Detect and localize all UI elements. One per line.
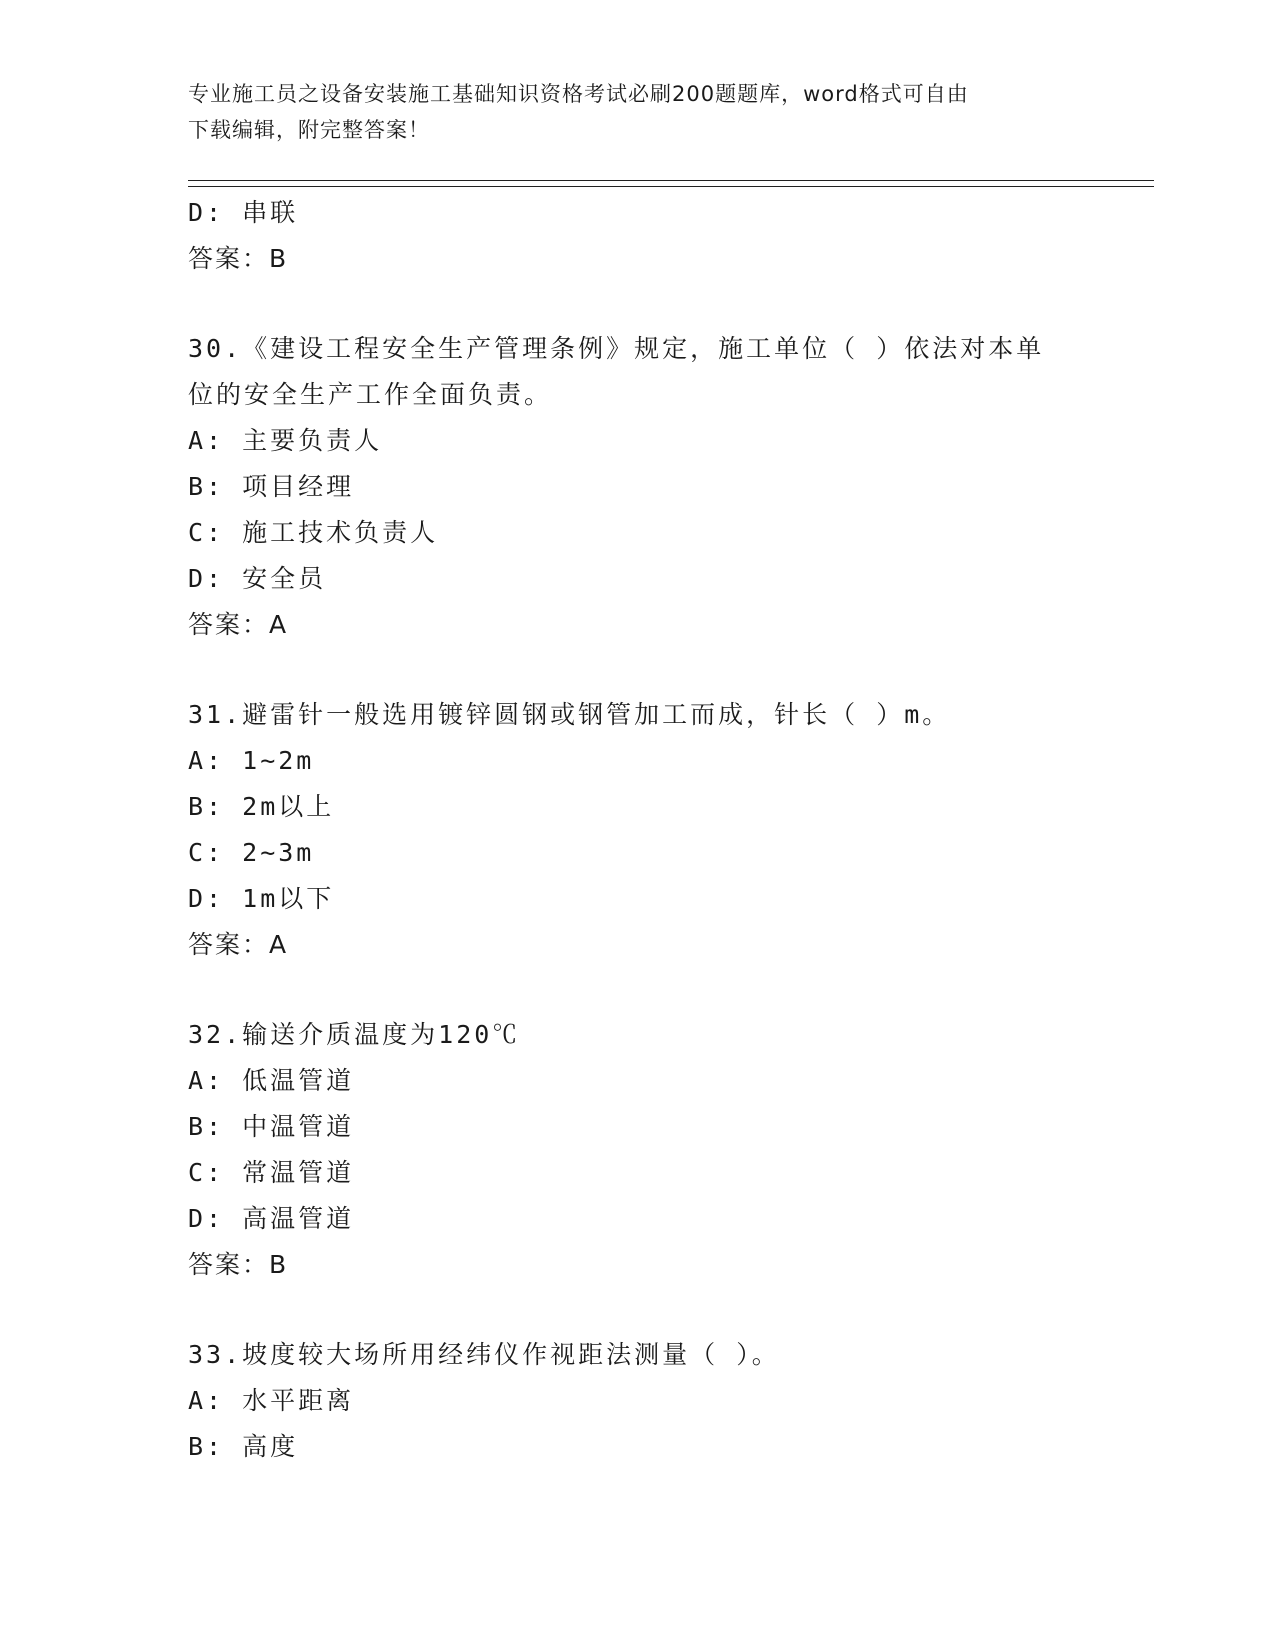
option-b: B: 中温管道	[188, 1112, 355, 1141]
option-b: B: 2m以上	[188, 792, 335, 821]
question-33	[188, 1332, 1088, 1470]
question-31	[188, 692, 1088, 968]
question-stem: 33.坡度较大场所用经纬仪作视距法测量（ ）。	[188, 1340, 780, 1369]
header-divider	[188, 180, 1154, 187]
question-stem: 31.避雷针一般选用镀锌圆钢或钢管加工而成，针长（ ）m。	[188, 700, 951, 729]
option-d: D: 串联	[188, 198, 299, 227]
answer-line: 答案：A	[188, 930, 289, 959]
option-a: A: 低温管道	[188, 1066, 355, 1095]
option-c: C: 施工技术负责人	[188, 518, 439, 547]
option-a: A: 1~2m	[188, 746, 315, 775]
question-stem: 30.《建设工程安全生产管理条例》规定，施工单位（ ）依法对本单	[188, 334, 1045, 363]
option-c: C: 常温管道	[188, 1158, 355, 1187]
question-stem-continued: 位的安全生产工作全面负责。	[188, 380, 553, 409]
option-c: C: 2~3m	[188, 838, 315, 867]
previous-question-tail	[188, 190, 1088, 282]
option-d: D: 高温管道	[188, 1204, 355, 1233]
option-d: D: 1m以下	[188, 884, 335, 913]
page-header	[188, 76, 1088, 148]
question-30	[188, 326, 1088, 648]
option-a: A: 水平距离	[188, 1386, 355, 1415]
answer-line: 答案：B	[188, 1250, 289, 1279]
option-b: B: 高度	[188, 1432, 299, 1461]
header-title-line2: 下载编辑，附完整答案！	[188, 118, 430, 142]
answer-line: 答案：A	[188, 610, 289, 639]
question-32	[188, 1012, 1088, 1288]
option-b: B: 项目经理	[188, 472, 355, 501]
header-title-line1: 专业施工员之设备安装施工基础知识资格考试必刷200题题库，word格式可自由	[188, 82, 969, 106]
option-a: A: 主要负责人	[188, 426, 383, 455]
question-stem: 32.输送介质温度为120℃	[188, 1020, 521, 1049]
answer-line: 答案：B	[188, 244, 289, 273]
option-d: D: 安全员	[188, 564, 327, 593]
question-list	[188, 190, 1088, 1470]
